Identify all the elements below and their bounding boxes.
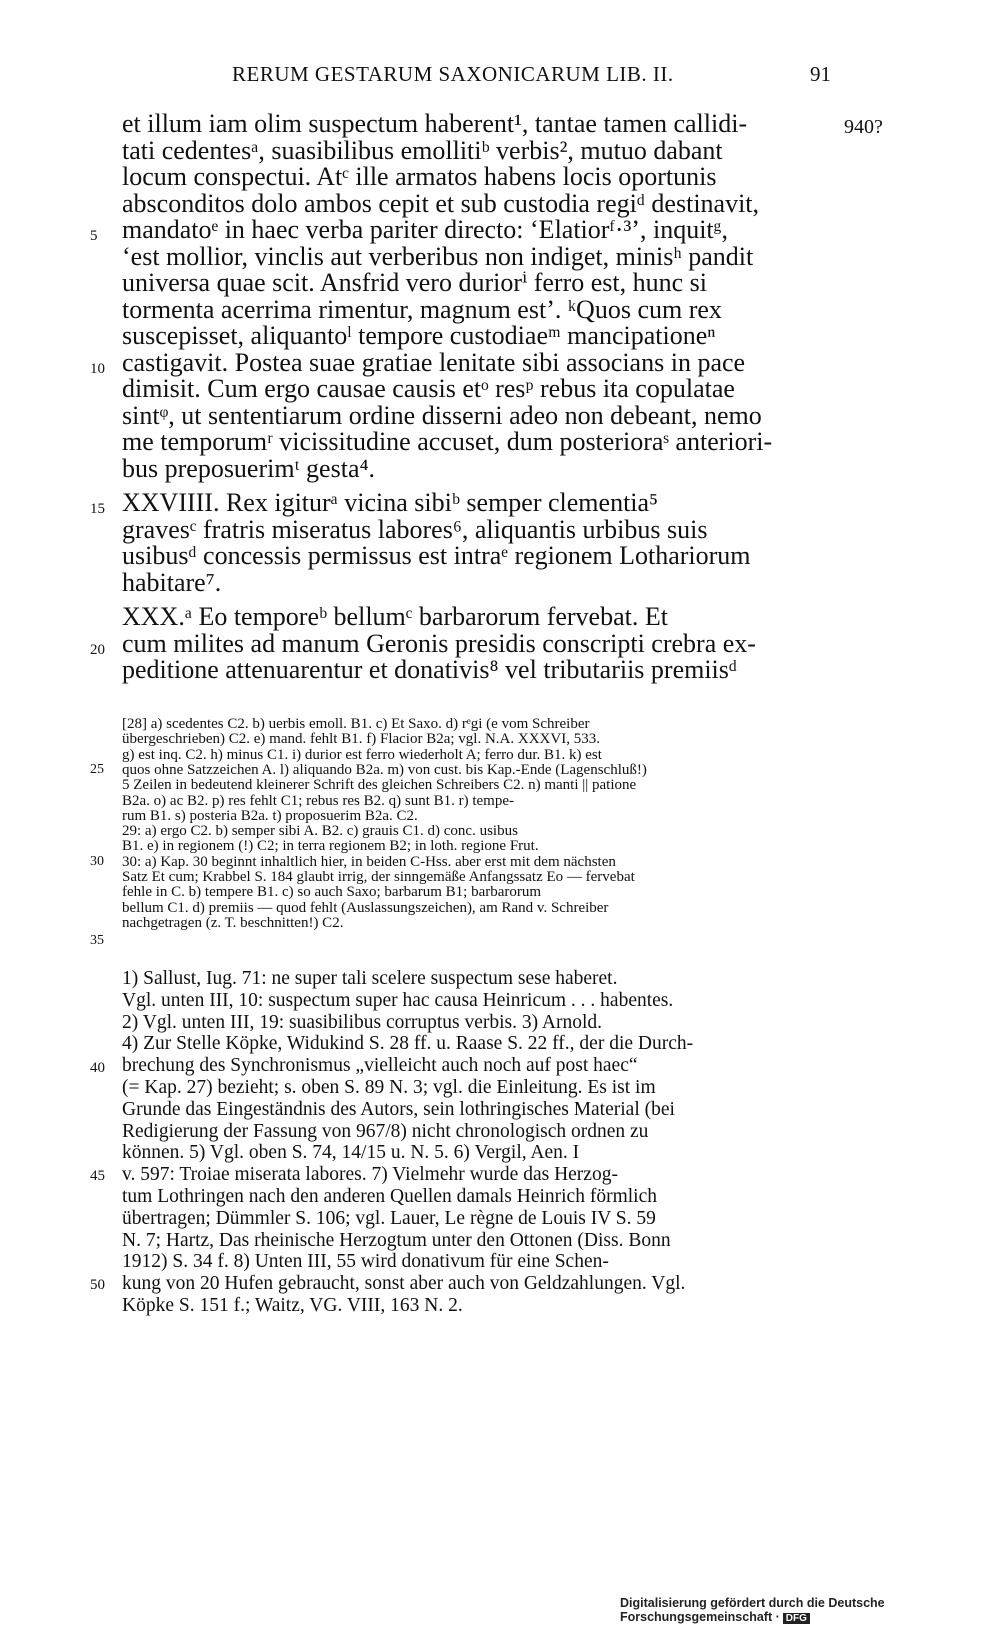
apparatus-line: 30: a) Kap. 30 beginnt inhaltlich hier, in beiden C-Hss. aber erst mit dem nächsten: [122, 853, 616, 870]
footnote-line: tum Lothringen nach den anderen Quellen damals Heinrich förmlich: [122, 1186, 657, 1207]
apparatus-line: fehle in C. b) tempere B1. c) so auch Saxo; barbarum B1; barbarorum: [122, 884, 542, 901]
apparatus-line: übergeschrieben) C2. e) mand. fehlt B1. f) Flacior B2a; vgl. N.A. XXXVI, 533.: [122, 731, 600, 748]
line-number: 20: [90, 642, 105, 658]
line-number: 40: [90, 1060, 105, 1076]
text-line: tormenta acerrima rimentur, magnum est’. ᵏQuos cum rex: [122, 294, 722, 324]
footnote-line: Vgl. unten III, 10: suspectum super hac causa Heinricum . . . habentes.: [122, 989, 674, 1011]
dfg-logo: DFG: [783, 1613, 810, 1624]
text-line: habitare⁷.: [122, 567, 222, 597]
apparatus-line: quos ohne Satzzeichen A. l) aliquando B2a. m) von cust. bis Kap.-Ende (Lagenschluß!): [122, 761, 647, 778]
text-line: XXVIIII. Rex igiturᵃ vicina sibiᵇ semper clementia⁵: [122, 488, 659, 517]
text-line: peditione attenuarentur et donativis⁸ vel tributariis premiisᵈ: [122, 655, 737, 684]
footnote-line: übertragen; Dümmler S. 106; vgl. Lauer, Le règne de Louis IV S. 59: [122, 1207, 656, 1229]
text-line: XXX.ᵃ Eo temporeᵇ bellumᶜ barbarorum fervebat. Et: [122, 602, 668, 631]
footnote-line: 2) Vgl. unten III, 19: suasibilibus corruptus verbis. 3) Arnold.: [122, 1011, 603, 1033]
margin-year-note: 940?: [844, 116, 883, 138]
footnote-line: kung von 20 Hufen gebraucht, sonst aber auch von Geldzahlungen. Vgl.: [122, 1273, 686, 1295]
footnote-line: v. 597: Troiae miserata labores. 7) Vielmehr wurde das Herzog-: [122, 1164, 618, 1186]
footnote-line: N. 7; Hartz, Das rheinische Herzogtum unter den Ottonen (Diss. Bonn: [122, 1229, 671, 1251]
text-line: dimisit. Cum ergo causae causis etᵒ resᵖ rebus ita copulatae: [122, 374, 735, 403]
text-line: ‘est mollior, vinclis aut verberibus non indiget, minisʰ pandit: [122, 241, 754, 271]
line-number: 25: [90, 762, 104, 777]
text-line: usibusᵈ concessis permissus est intraᵉ regionem Lothariorum: [122, 541, 751, 570]
apparatus-line: 29: a) ergo C2. b) semper sibi A. B2. c) grauis C1. d) conc. usibus: [122, 823, 518, 840]
line-number: 5: [90, 228, 98, 244]
footnote-line: (= Kap. 27) bezieht; s. oben S. 89 N. 3; vgl. die Einleitung. Es ist im: [122, 1077, 656, 1098]
page-number: 91: [810, 62, 831, 86]
apparatus-line: [28] a) scedentes C2. b) uerbis emoll. B1. c) Et Saxo. d) rᵉgi (e vom Schreiber: [122, 716, 590, 732]
line-number: 30: [90, 854, 104, 869]
line-number: 10: [90, 361, 105, 377]
digitization-credit: [620, 1596, 1000, 1624]
text-line: et illum iam olim suspectum haberent¹, tantae tamen callidi-: [122, 109, 748, 138]
footnote-line: Grunde das Eingeständnis des Autors, sein lothringisches Material (bei: [122, 1098, 675, 1120]
text-line: castigavit. Postea suae gratiae lenitate sibi associans in pace: [122, 347, 746, 377]
footnote-line: 4) Zur Stelle Köpke, Widukind S. 28 ff. u. Raase S. 22 ff., der die Durch-: [122, 1033, 694, 1055]
line-number: 50: [90, 1277, 105, 1293]
apparatus-line: 5 Zeilen in bedeutend kleinerer Schrift des gleichen Schreibers C2. n) manti || patione: [122, 777, 637, 794]
apparatus-line: rum B1. s) posteria B2a. t) proposuerim B2a. C2.: [122, 807, 418, 824]
footnote-line: können. 5) Vgl. oben S. 74, 14/15 u. N. 5. 6) Vergil, Aen. I: [122, 1142, 580, 1164]
text-line: mandatoᵉ in haec verba pariter directo: ‘Elatiorᶠ·³’, inquitᵍ,: [122, 215, 728, 244]
text-line: locum conspectui. Atᶜ ille armatos habens locis oportunis: [122, 162, 717, 191]
apparatus-line: g) est inq. C2. h) minus C1. i) durior est ferro wiederholt A; ferro dur. B1. k) est: [122, 746, 602, 763]
footnote-line: Köpke S. 151 f.; Waitz, VG. VIII, 163 N. 2.: [122, 1295, 463, 1316]
text-line: me temporumʳ vicissitudine accuset, dum posterioraˢ anteriori-: [122, 427, 773, 456]
footnote-line: Redigierung der Fassung von 967/8) nicht chronologisch ordnen zu: [122, 1120, 649, 1142]
footnote-line: 1) Sallust, Iug. 71: ne super tali scelere suspectum sese haberet.: [122, 968, 618, 989]
line-number: 35: [90, 933, 104, 948]
text-line: suscepisset, aliquantoˡ tempore custodiaeᵐ mancipationeⁿ: [122, 321, 716, 350]
text-line: gravesᶜ fratris miseratus labores⁶, aliquantis urbibus suis: [122, 514, 708, 544]
apparatus-line: B1. e) in regionem (!) C2; in terra regionem B2; in loth. regione Frut.: [122, 838, 539, 855]
line-number: 15: [90, 501, 105, 517]
text-line: sintᵠ, ut sententiarum ordine disserni adeo non debeant, nemo: [122, 400, 762, 430]
footnote-line: 1912) S. 34 f. 8) Unten III, 55 wird donativum für eine Schen-: [122, 1251, 609, 1273]
credit-text: Digitalisierung gefördert durch die Deutsche Forschungsgemeinschaft ·: [620, 1596, 885, 1624]
running-title: RERUM GESTARUM SAXONICARUM LIB. II.: [232, 62, 674, 86]
apparatus-line: Satz Et cum; Krabbel S. 184 glaubt irrig, der sinngemäße Anfangssatz Eo — fervebat: [122, 869, 635, 885]
text-line: absconditos dolo ambos cepit et sub custodia regiᵈ destinavit,: [122, 188, 760, 218]
text-line: bus preposuerimᵗ gesta⁴.: [122, 453, 376, 483]
text-line: cum milites ad manum Geronis presidis conscripti crebra ex-: [122, 628, 756, 658]
apparatus-line: nachgetragen (z. T. beschnitten!) C2.: [122, 914, 344, 931]
footnote-line: brechung des Synchronismus „vielleicht auch noch auf post haec“: [122, 1055, 638, 1077]
apparatus-line: B2a. o) ac B2. p) res fehlt C1; rebus res B2. q) sunt B1. r) tempe-: [122, 792, 514, 809]
text-line: universa quae scit. Ansfrid vero duriorⁱ ferro est, hunc si: [122, 268, 708, 297]
line-number: 45: [90, 1168, 105, 1184]
text-line: tati cedentesᵃ, suasibilibus emollitiᵇ verbis², mutuo dabant: [122, 135, 723, 165]
apparatus-line: bellum C1. d) premiis — quod fehlt (Auslassungszeichen), am Rand v. Schreiber: [122, 899, 609, 916]
